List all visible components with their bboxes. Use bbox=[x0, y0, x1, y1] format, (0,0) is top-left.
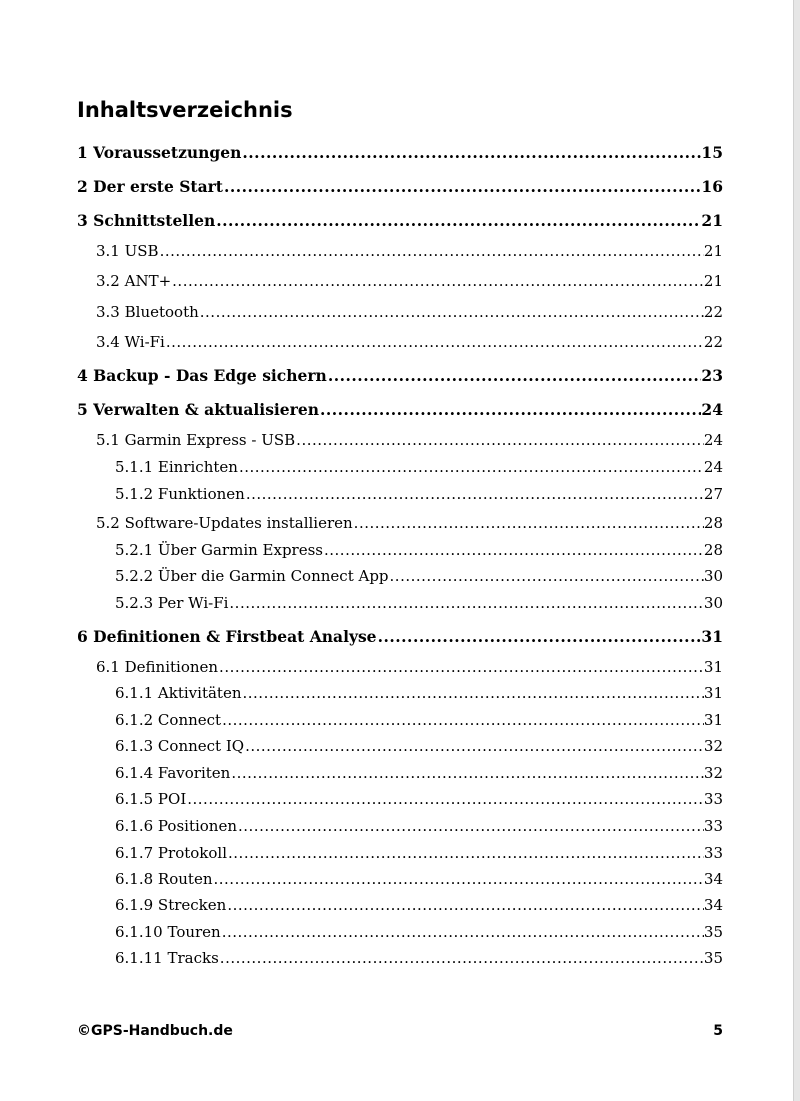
toc-entry-label: 6.1.5 POI bbox=[115, 790, 187, 808]
toc-leader bbox=[242, 682, 704, 704]
toc-entry-label: 6.1.3 Connect IQ bbox=[115, 737, 245, 755]
toc-entry-page: 23 bbox=[701, 366, 723, 385]
toc-entry-page: 35 bbox=[703, 949, 723, 967]
toc-leader bbox=[171, 270, 704, 292]
toc-entry-label: 2 Der erste Start bbox=[77, 177, 223, 196]
toc-entry[interactable] bbox=[115, 815, 723, 837]
toc-entry-label: 4 Backup - Das Edge sichern bbox=[77, 366, 327, 385]
toc-entry-page: 33 bbox=[703, 844, 723, 862]
toc-leader bbox=[327, 365, 702, 387]
toc-leader bbox=[238, 456, 704, 478]
toc-entry-page: 22 bbox=[703, 303, 723, 321]
toc-entry-label: 6.1.1 Aktivitäten bbox=[115, 684, 242, 702]
toc-entry-label: 6.1.11 Tracks bbox=[115, 949, 219, 967]
toc-entry[interactable] bbox=[115, 539, 723, 561]
toc-entry[interactable] bbox=[77, 365, 723, 387]
toc-entry-label: 6.1.2 Connect bbox=[115, 711, 222, 729]
toc-entry[interactable] bbox=[77, 399, 723, 421]
footer-copyright: ©GPS-Handbuch.de bbox=[77, 1023, 233, 1039]
toc-entry-label: 6.1.9 Strecken bbox=[115, 896, 227, 914]
toc-entry-label: 3 Schnittstellen bbox=[77, 211, 216, 230]
toc-entry-page: 30 bbox=[703, 594, 723, 612]
page-title: Inhaltsverzeichnis bbox=[77, 98, 293, 122]
toc-entry-page: 21 bbox=[703, 272, 723, 290]
toc-entry[interactable] bbox=[96, 512, 723, 534]
toc-leader bbox=[165, 331, 704, 353]
toc-leader bbox=[227, 842, 704, 864]
toc-entry-page: 21 bbox=[703, 242, 723, 260]
toc-leader bbox=[230, 762, 704, 784]
toc-entry-page: 34 bbox=[703, 896, 723, 914]
toc-entry[interactable] bbox=[115, 921, 723, 943]
toc-entry-page: 34 bbox=[703, 870, 723, 888]
toc-leader bbox=[228, 592, 704, 614]
toc-entry[interactable] bbox=[96, 301, 723, 323]
toc-entry-label: 6.1 Definitionen bbox=[96, 658, 219, 676]
toc-entry-label: 3.1 USB bbox=[96, 242, 159, 260]
toc-entry[interactable] bbox=[77, 142, 723, 164]
toc-entry-label: 1 Voraussetzungen bbox=[77, 143, 242, 162]
toc-leader bbox=[226, 894, 704, 916]
toc-leader bbox=[218, 656, 704, 678]
toc-leader bbox=[186, 788, 704, 810]
toc-entry[interactable] bbox=[115, 788, 723, 810]
toc-entry-page: 28 bbox=[703, 514, 723, 532]
toc-entry-label: 5.2.3 Per Wi-Fi bbox=[115, 594, 229, 612]
toc-entry[interactable] bbox=[77, 626, 723, 648]
toc-leader bbox=[199, 301, 704, 323]
footer-page-number: 5 bbox=[713, 1023, 723, 1039]
toc-entry-page: 24 bbox=[701, 400, 723, 419]
toc-entry[interactable] bbox=[96, 429, 723, 451]
toc-entry[interactable] bbox=[96, 240, 723, 262]
toc-entry[interactable] bbox=[96, 331, 723, 353]
toc-entry-page: 30 bbox=[703, 567, 723, 585]
toc-entry[interactable] bbox=[115, 709, 723, 731]
toc-entry[interactable] bbox=[115, 565, 723, 587]
toc-leader bbox=[377, 626, 702, 648]
toc-entry[interactable] bbox=[96, 656, 723, 678]
toc-entry-label: 6.1.8 Routen bbox=[115, 870, 213, 888]
toc-entry[interactable] bbox=[115, 762, 723, 784]
toc-leader bbox=[221, 709, 704, 731]
toc-entry-label: 6.1.10 Touren bbox=[115, 923, 221, 941]
toc-leader bbox=[215, 210, 701, 232]
toc-entry-label: 3.4 Wi-Fi bbox=[96, 333, 165, 351]
toc-leader bbox=[295, 429, 704, 451]
toc-entry[interactable] bbox=[115, 456, 723, 478]
toc-entry-page: 24 bbox=[703, 431, 723, 449]
toc-entry-label: 6.1.6 Positionen bbox=[115, 817, 237, 835]
toc-entry-label: 5.1.1 Einrichten bbox=[115, 458, 238, 476]
toc-leader bbox=[389, 565, 704, 587]
toc-leader bbox=[244, 735, 704, 757]
toc-entry[interactable] bbox=[77, 176, 723, 198]
toc-leader bbox=[213, 868, 704, 890]
toc-entry-label: 6.1.7 Protokoll bbox=[115, 844, 228, 862]
toc-entry[interactable] bbox=[115, 842, 723, 864]
toc-leader bbox=[319, 399, 701, 421]
toc-entry[interactable] bbox=[115, 868, 723, 890]
toc-entry-page: 31 bbox=[703, 711, 723, 729]
toc-entry-label: 5.1.2 Funktionen bbox=[115, 485, 245, 503]
toc-entry-page: 22 bbox=[703, 333, 723, 351]
toc-entry-page: 33 bbox=[703, 790, 723, 808]
toc-entry[interactable] bbox=[77, 210, 723, 232]
toc-entry-page: 33 bbox=[703, 817, 723, 835]
toc-leader bbox=[245, 483, 704, 505]
toc-entry-page: 15 bbox=[701, 143, 723, 162]
toc-entry[interactable] bbox=[115, 483, 723, 505]
toc-entry-page: 27 bbox=[703, 485, 723, 503]
toc-entry-label: 6 Definitionen & Firstbeat Analyse bbox=[77, 627, 377, 646]
toc-entry-page: 32 bbox=[703, 764, 723, 782]
toc-entry-page: 16 bbox=[701, 177, 723, 196]
toc-leader bbox=[219, 947, 704, 969]
toc-entry-label: 5.2.2 Über die Garmin Connect App bbox=[115, 567, 389, 585]
toc-leader bbox=[241, 142, 701, 164]
toc-entry[interactable] bbox=[115, 682, 723, 704]
toc-entry-label: 6.1.4 Favoriten bbox=[115, 764, 231, 782]
toc-entry-label: 5.2 Software-Updates installieren bbox=[96, 514, 353, 532]
toc-entry-label: 5.2.1 Über Garmin Express bbox=[115, 541, 323, 559]
toc-entry-label: 5 Verwalten & aktualisieren bbox=[77, 400, 319, 419]
toc-leader bbox=[323, 539, 704, 561]
toc-leader bbox=[223, 176, 701, 198]
toc-entry-label: 5.1 Garmin Express - USB bbox=[96, 431, 296, 449]
toc-entry-page: 31 bbox=[703, 684, 723, 702]
toc-entry-page: 28 bbox=[703, 541, 723, 559]
toc-leader bbox=[353, 512, 704, 534]
toc-entry-label: 3.2 ANT+ bbox=[96, 272, 172, 290]
toc-leader bbox=[159, 240, 704, 262]
toc-entry-page: 31 bbox=[703, 658, 723, 676]
toc-entry[interactable] bbox=[115, 735, 723, 757]
toc-leader bbox=[237, 815, 704, 837]
toc-entry-page: 35 bbox=[703, 923, 723, 941]
toc-entry[interactable] bbox=[115, 592, 723, 614]
toc-entry-label: 3.3 Bluetooth bbox=[96, 303, 199, 321]
toc-entry[interactable] bbox=[115, 947, 723, 969]
toc-leader bbox=[221, 921, 704, 943]
toc-entry-page: 24 bbox=[703, 458, 723, 476]
toc-entry-page: 31 bbox=[701, 627, 723, 646]
toc-entry[interactable] bbox=[115, 894, 723, 916]
toc-entry-page: 32 bbox=[703, 737, 723, 755]
toc-entry[interactable] bbox=[96, 270, 723, 292]
toc-entry-page: 21 bbox=[701, 211, 723, 230]
